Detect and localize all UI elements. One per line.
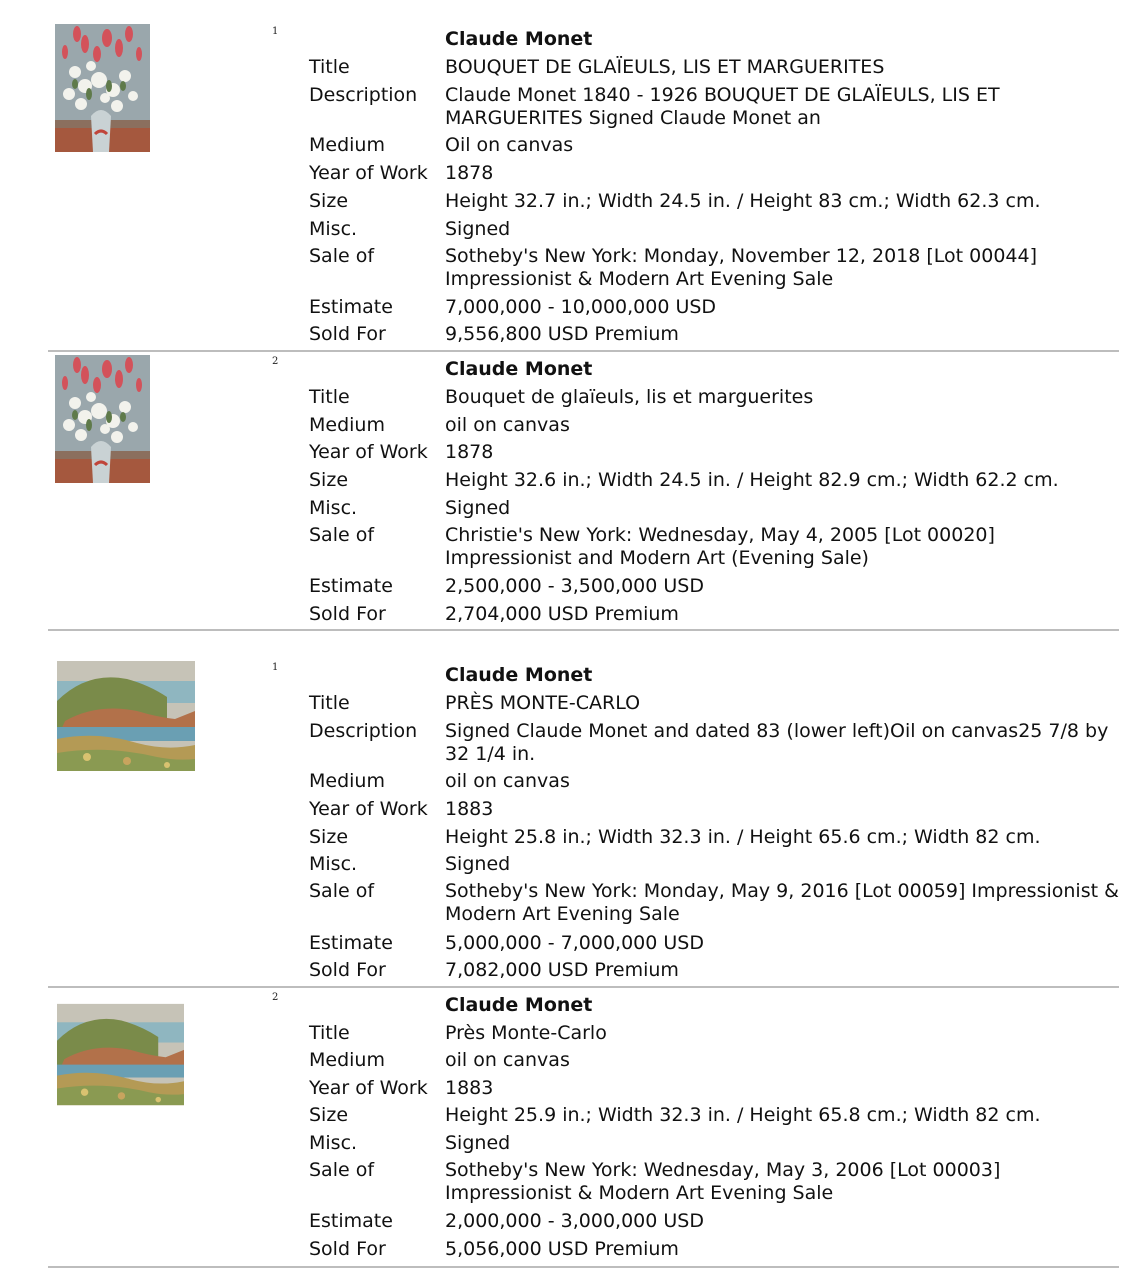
field-label: Description bbox=[309, 84, 418, 106]
field-value: BOUQUET DE GLAÏEULS, LIS ET MARGUERITES bbox=[445, 56, 885, 78]
artist-name: Claude Monet bbox=[445, 28, 593, 50]
field-label: Year of Work bbox=[309, 798, 428, 820]
field-value: Signed bbox=[445, 497, 511, 519]
field-value: oil on canvas bbox=[445, 770, 570, 792]
field-label: Sale of bbox=[309, 880, 375, 902]
record-index: 2 bbox=[272, 356, 279, 367]
field-label: Year of Work bbox=[309, 162, 428, 184]
artist-name: Claude Monet bbox=[445, 358, 593, 380]
record-index: 2 bbox=[272, 992, 279, 1003]
field-label: Size bbox=[309, 1104, 349, 1126]
field-value: 7,082,000 USD Premium bbox=[445, 959, 679, 981]
record-index: 1 bbox=[272, 662, 279, 673]
field-label: Title bbox=[309, 1022, 350, 1044]
artwork-thumbnail[interactable] bbox=[55, 24, 150, 152]
field-label: Description bbox=[309, 720, 418, 742]
field-label: Medium bbox=[309, 770, 385, 792]
field-label: Sold For bbox=[309, 959, 386, 981]
field-label: Size bbox=[309, 190, 349, 212]
field-label: Misc. bbox=[309, 497, 358, 519]
field-value: Height 25.9 in.; Width 32.3 in. / Height 65.8 cm.; Width 82 cm. bbox=[445, 1104, 1041, 1126]
field-value: 1878 bbox=[445, 441, 494, 463]
field-value: 5,056,000 USD Premium bbox=[445, 1238, 679, 1260]
field-value: 1878 bbox=[445, 162, 494, 184]
field-value: 9,556,800 USD Premium bbox=[445, 323, 679, 345]
field-label: Sold For bbox=[309, 1238, 386, 1260]
field-label: Estimate bbox=[309, 932, 393, 954]
field-value: Signed bbox=[445, 1132, 511, 1154]
field-label: Title bbox=[309, 56, 350, 78]
field-label: Sale of bbox=[309, 245, 375, 267]
artwork-thumbnail[interactable] bbox=[57, 661, 195, 771]
field-value: Près Monte-Carlo bbox=[445, 1022, 607, 1044]
field-value: PRÈS MONTE-CARLO bbox=[445, 692, 641, 714]
field-label: Misc. bbox=[309, 218, 358, 240]
field-label: Misc. bbox=[309, 853, 358, 875]
field-label: Year of Work bbox=[309, 1077, 428, 1099]
field-label: Title bbox=[309, 386, 350, 408]
field-value: 5,000,000 - 7,000,000 USD bbox=[445, 932, 704, 954]
field-value: Oil on canvas bbox=[445, 134, 574, 156]
record-divider bbox=[48, 629, 1119, 631]
field-value: Christie's New York: Wednesday, May 4, 2005 [Lot 00020] Impressionist and Modern Art (Evening Sale) bbox=[445, 524, 995, 569]
artist-name: Claude Monet bbox=[445, 994, 593, 1016]
record-divider bbox=[48, 986, 1119, 988]
field-label: Medium bbox=[309, 414, 385, 436]
field-label: Estimate bbox=[309, 575, 393, 597]
field-value: 2,000,000 - 3,000,000 USD bbox=[445, 1210, 704, 1232]
field-value: Height 25.8 in.; Width 32.3 in. / Height 65.6 cm.; Width 82 cm. bbox=[445, 826, 1041, 848]
field-value: Signed bbox=[445, 218, 511, 240]
field-value: Sotheby's New York: Wednesday, May 3, 2006 [Lot 00003] Impressionist & Modern Art Evening Sale bbox=[445, 1159, 1001, 1204]
field-value: 2,500,000 - 3,500,000 USD bbox=[445, 575, 704, 597]
field-label: Misc. bbox=[309, 1132, 358, 1154]
record-divider bbox=[48, 1266, 1119, 1268]
record-divider bbox=[48, 350, 1119, 352]
field-label: Size bbox=[309, 826, 349, 848]
artwork-thumbnail[interactable] bbox=[55, 355, 150, 483]
field-value: Bouquet de glaïeuls, lis et marguerites bbox=[445, 386, 814, 408]
field-label: Estimate bbox=[309, 1210, 393, 1232]
field-value: 1883 bbox=[445, 1077, 494, 1099]
field-value: Signed Claude Monet and dated 83 (lower left)Oil on canvas25 7/8 by 32 1/4 in. bbox=[445, 720, 1109, 765]
artwork-thumbnail[interactable] bbox=[57, 1002, 184, 1107]
field-value: Height 32.7 in.; Width 24.5 in. / Height 83 cm.; Width 62.3 cm. bbox=[445, 190, 1041, 212]
field-label: Estimate bbox=[309, 296, 393, 318]
field-value: Signed bbox=[445, 853, 511, 875]
field-value: oil on canvas bbox=[445, 414, 570, 436]
field-label: Sale of bbox=[309, 524, 375, 546]
field-label: Sold For bbox=[309, 603, 386, 625]
field-label: Medium bbox=[309, 134, 385, 156]
field-value: Sotheby's New York: Monday, May 9, 2016 [Lot 00059] Impressionist & Modern Art Evening Sale bbox=[445, 880, 1119, 925]
field-label: Title bbox=[309, 692, 350, 714]
field-value: 7,000,000 - 10,000,000 USD bbox=[445, 296, 717, 318]
record-index: 1 bbox=[272, 26, 279, 37]
artist-name: Claude Monet bbox=[445, 664, 593, 686]
field-label: Sold For bbox=[309, 323, 386, 345]
field-label: Medium bbox=[309, 1049, 385, 1071]
field-label: Year of Work bbox=[309, 441, 428, 463]
field-value: Sotheby's New York: Monday, November 12, 2018 [Lot 00044] Impressionist & Modern Art Evening Sale bbox=[445, 245, 1038, 290]
field-label: Sale of bbox=[309, 1159, 375, 1181]
field-value: 2,704,000 USD Premium bbox=[445, 603, 679, 625]
field-value: 1883 bbox=[445, 798, 494, 820]
field-value: oil on canvas bbox=[445, 1049, 570, 1071]
field-value: Height 32.6 in.; Width 24.5 in. / Height 82.9 cm.; Width 62.2 cm. bbox=[445, 469, 1059, 491]
field-value: Claude Monet 1840 - 1926 BOUQUET DE GLAÏEULS, LIS ET MARGUERITES Signed Claude Monet an bbox=[445, 84, 1000, 129]
field-label: Size bbox=[309, 469, 349, 491]
